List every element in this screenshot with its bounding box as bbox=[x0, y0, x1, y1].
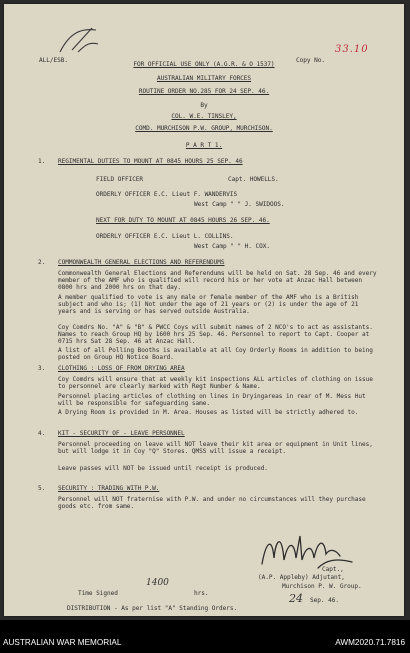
section-heading: SECURITY : TRADING WITH P.W. bbox=[58, 485, 160, 492]
section-heading: CLOTHING : LOSS OF FROM DRYING AREA bbox=[58, 365, 185, 372]
document-page bbox=[4, 4, 404, 616]
section-number: 3. bbox=[38, 365, 46, 372]
paragraph: A Drying Room is provided in M. Area. Houses as listed will be strictly adhered to. bbox=[58, 409, 359, 416]
paragraph: A member qualified to vote is any male or female member of the AMF who is a British subject and who is; (1) Not under the age of 21 years or (2) is under the age of 21 years and is serving or has served outside Australia. bbox=[58, 294, 359, 316]
copy-number-handwritten: 33.10 bbox=[335, 44, 369, 55]
paragraph: A list of all Polling Booths is available at all Coy Orderly Rooms in addition to being posted on Group HQ Notice Board. bbox=[58, 347, 373, 362]
section-number: 1. bbox=[38, 158, 46, 165]
distribution-line: DISTRIBUTION - As per list "A" Standing Orders. bbox=[67, 605, 238, 612]
section-number: 4. bbox=[38, 430, 46, 437]
field-officer-label: FIELD OFFICER bbox=[96, 176, 144, 183]
officer-name: COL. W.E. TINSLEY, bbox=[171, 113, 237, 120]
paragraph: Coy Comdrs No. "A" & "B" & PWCC Coys will submit names of 2 NCO's to act as assistants. Names to reach Group HQ by 1600 hrs 25 Sep. 46. Personnel to report to Capt. Cooper at 0715 hrs Sat 28 Sep. 46 at Anzac Hall. bbox=[58, 324, 373, 346]
signoff-rank: Capt., bbox=[322, 566, 344, 573]
command-line: COMD. MURCHISON P.W. GROUP, MURCHISON. bbox=[135, 125, 273, 132]
section-heading: KIT - SECURITY OF - LEAVE PERSONNEL bbox=[58, 430, 185, 437]
orderly-officer-line: West Camp " " J. SWIDOOS. bbox=[194, 201, 285, 208]
footer-right: AWM2020.71.7816 bbox=[335, 638, 405, 647]
handwritten-mark-icon bbox=[52, 22, 112, 62]
orderly-officer-line: ORDERLY OFFICER E.C. Lieut F. WANDERVIS bbox=[96, 191, 238, 198]
copy-label: Copy No. bbox=[296, 57, 325, 64]
time-signed-label: Time Signed bbox=[78, 590, 118, 597]
section-number: 5. bbox=[38, 485, 46, 492]
time-signed-unit: hrs. bbox=[194, 590, 209, 597]
time-signed-value: 1400 bbox=[146, 578, 169, 588]
paragraph: Leave passes will NOT be issued until receipt is produced. bbox=[58, 465, 268, 472]
date-rest: Sep. 46. bbox=[310, 597, 339, 604]
paragraph: Personnel will NOT fraternise with P.W. and under no circumstances will they purchase goods etc. from same. bbox=[58, 496, 366, 511]
by-label: By bbox=[200, 102, 208, 109]
order-title: ROUTINE ORDER NO.285 FOR 24 SEP. 46. bbox=[138, 88, 270, 95]
footer-left: AUSTRALIAN WAR MEMORIAL bbox=[3, 638, 122, 647]
doc-ref: ALL/ESB. bbox=[39, 57, 68, 64]
signoff-name: (A.P. Appleby) Adjutant, bbox=[258, 574, 345, 581]
next-duty-heading: NEXT FOR DUTY TO MOUNT AT 0845 HOURS 26 SEP. 46. bbox=[96, 217, 270, 224]
date-day: 24 bbox=[289, 592, 303, 605]
section-heading: REGIMENTAL DUTIES TO MOUNT AT 0845 HOURS 25 SEP. 46 bbox=[58, 158, 243, 165]
field-officer-value: Capt. HOWELLS. bbox=[228, 176, 279, 183]
part-heading: P A R T 1. bbox=[185, 142, 223, 149]
paragraph: Personnel proceeding on leave will NOT leave their kit area or equipment in Unit lines, but will lodge it in Coy "Q" Stores. QMSS will issue a receipt. bbox=[58, 441, 373, 456]
paragraph: Commonwealth General Elections and Referendums will be held on Sat. 28 Sep. 46 and every member of the AMF who is qualified will record his or her vote at Anzac Hall between 0800 hrs and 2000 hrs on that day. bbox=[58, 270, 377, 292]
paragraph: Coy Comdrs will ensure that at weekly kit inspections ALL articles of clothing on issue to personnel are clearly marked with Regt Number & Name. bbox=[58, 376, 373, 391]
footer-bar bbox=[0, 620, 410, 653]
orderly-officer-line: West Camp " " H. COX. bbox=[194, 243, 270, 250]
orderly-officer-line: ORDERLY OFFICER E.C. Lieut L. COLLINS. bbox=[96, 233, 234, 240]
paragraph: Personnel placing articles of clothing on lines in Dryingareas in rear of M. Mess Hut will be responsible for safeguarding same. bbox=[58, 393, 366, 408]
section-heading: COMMONWEALTH GENERAL ELECTIONS AND REFERENDUMS bbox=[58, 259, 225, 266]
classification: FOR OFFICIAL USE ONLY (A.G.R. & O 1537) bbox=[133, 61, 275, 68]
signoff-group: Murchison P. W. Group. bbox=[282, 583, 362, 590]
org-title: AUSTRALIAN MILITARY FORCES bbox=[156, 75, 252, 82]
section-number: 2. bbox=[38, 259, 46, 266]
